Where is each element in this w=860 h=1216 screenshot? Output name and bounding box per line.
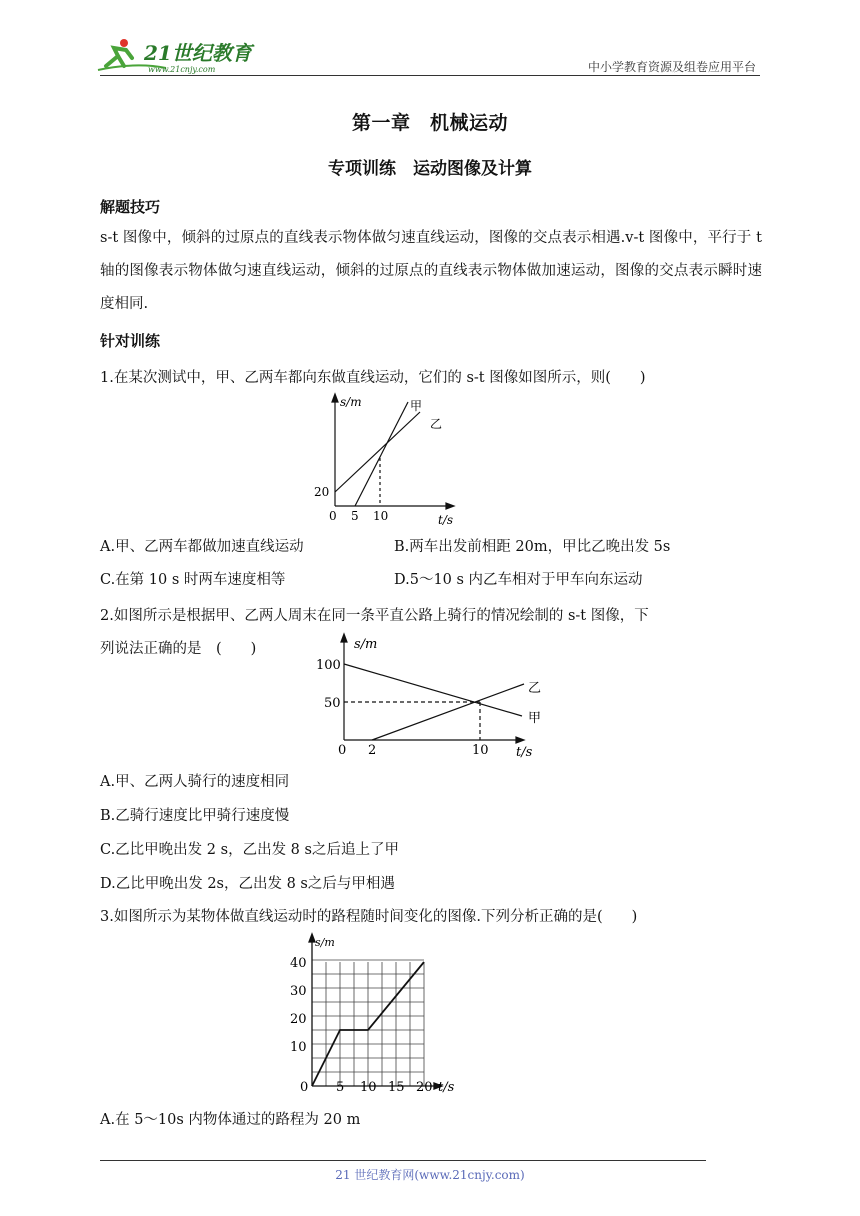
section-title: 专项训练 运动图像及计算 xyxy=(328,159,532,179)
q2-ytick-100: 100 xyxy=(316,658,341,673)
q2-xtick-2: 2 xyxy=(368,743,377,758)
q1-label-jia: 甲 xyxy=(410,399,423,413)
q2-ytick-50: 50 xyxy=(324,696,341,711)
footer-text: 21 世纪教育网(www.21cnjy.com) xyxy=(335,1168,525,1182)
tips-body: s-t 图像中，倾斜的过原点的直线表示物体做匀速直线运动，图像的交点表示相遇.v-t 图像中，平行于 t 轴的图像表示物体做匀速直线运动，倾斜的过原点的直线表示物体做加速运动，图像的交点表示瞬时速度相同. xyxy=(100,230,762,312)
q2-line-jia xyxy=(344,664,522,716)
q1-line-jia xyxy=(355,402,408,506)
q3-stem: 3.如图所示为某物体做直线运动时的路程随时间变化的图像.下列分析正确的是( ) xyxy=(100,909,638,925)
q2-option-d: D.乙比甲晚出发 2s，乙出发 8 s之后与甲相遇 xyxy=(100,876,395,892)
q2-xtick-0: 0 xyxy=(338,743,347,758)
q3-ytick-10: 10 xyxy=(290,1040,307,1055)
header-divider xyxy=(100,75,760,76)
q2-y-arrow xyxy=(341,634,347,642)
q1-option-a: A.甲、乙两车都做加速直线运动 xyxy=(100,539,304,555)
q3-xlabel: t/s xyxy=(438,1080,455,1095)
q1-xtick-0: 0 xyxy=(329,509,337,523)
q1-label-yi: 乙 xyxy=(430,417,443,431)
q2-stem-line1: 2.如图所示是根据甲、乙两人周末在同一条平直公路上骑行的情况绘制的 s-t 图像，下 xyxy=(100,608,649,624)
q3-ylabel: s/m xyxy=(315,936,335,949)
platform-label: 中小学教育资源及组卷应用平台 xyxy=(587,60,756,74)
q2-option-b: B.乙骑行速度比甲骑行速度慢 xyxy=(100,808,290,824)
tips-heading: 解题技巧 xyxy=(100,198,161,216)
q1-x-arrow xyxy=(446,503,454,509)
q3-ytick-20: 20 xyxy=(290,1012,307,1027)
q2-xtick-10: 10 xyxy=(472,743,489,758)
q3-ytick-30: 30 xyxy=(290,984,307,999)
q1-ylabel: s/m xyxy=(340,395,362,409)
logo-url: www.21cnjy.com xyxy=(148,65,216,74)
q2-option-a: A.甲、乙两人骑行的速度相同 xyxy=(100,774,290,790)
q2-ylabel: s/m xyxy=(354,637,378,652)
q2-stem-line2: 列说法正确的是 ( ) xyxy=(100,641,257,657)
q2-x-arrow xyxy=(516,737,524,743)
q2-label-jia: 甲 xyxy=(528,711,542,726)
training-heading: 针对训练 xyxy=(100,332,161,350)
q1-stem: 1.在某次测试中，甲、乙两车都向东做直线运动，它们的 s-t 图像如图所示，则( ) xyxy=(100,370,646,386)
q3-graph xyxy=(282,930,472,1100)
q3-xtick-5: 5 xyxy=(336,1080,345,1095)
q1-option-d: D.5～10 s 内乙车相对于甲车向东运动 xyxy=(394,572,643,588)
q1-line-yi xyxy=(335,412,420,492)
q1-option-b: B.两车出发前相距 20m，甲比乙晚出发 5s xyxy=(394,539,671,555)
q3-xtick-10: 10 xyxy=(360,1080,377,1095)
q3-ytick-40: 40 xyxy=(290,956,307,971)
q1-xlabel: t/s xyxy=(438,513,454,526)
site-logo xyxy=(96,36,266,76)
q1-ytick-20: 20 xyxy=(314,485,330,499)
q3-grid xyxy=(312,960,424,1086)
q1-xtick-5: 5 xyxy=(351,509,359,523)
q1-y-arrow xyxy=(332,394,338,402)
q3-ytick-0: 0 xyxy=(300,1080,309,1095)
chapter-title: 第一章 机械运动 xyxy=(351,112,508,134)
q1-graph xyxy=(300,390,470,526)
q3-option-a: A.在 5～10s 内物体通过的路程为 20 m xyxy=(100,1112,361,1128)
q3-xtick-15: 15 xyxy=(388,1080,405,1095)
logo-text: 21世纪教育 xyxy=(144,41,252,65)
q2-option-c: C.乙比甲晚出发 2 s，乙出发 8 s之后追上了甲 xyxy=(100,842,399,858)
q2-line-yi xyxy=(372,684,524,740)
q3-xtick-20: 20 xyxy=(416,1080,433,1095)
q2-label-yi: 乙 xyxy=(528,681,542,696)
q1-option-c: C.在第 10 s 时两车速度相等 xyxy=(100,572,286,588)
footer-divider xyxy=(100,1160,706,1161)
q1-xtick-10: 10 xyxy=(373,509,389,523)
q2-xlabel: t/s xyxy=(516,745,533,760)
q2-graph xyxy=(310,632,550,760)
